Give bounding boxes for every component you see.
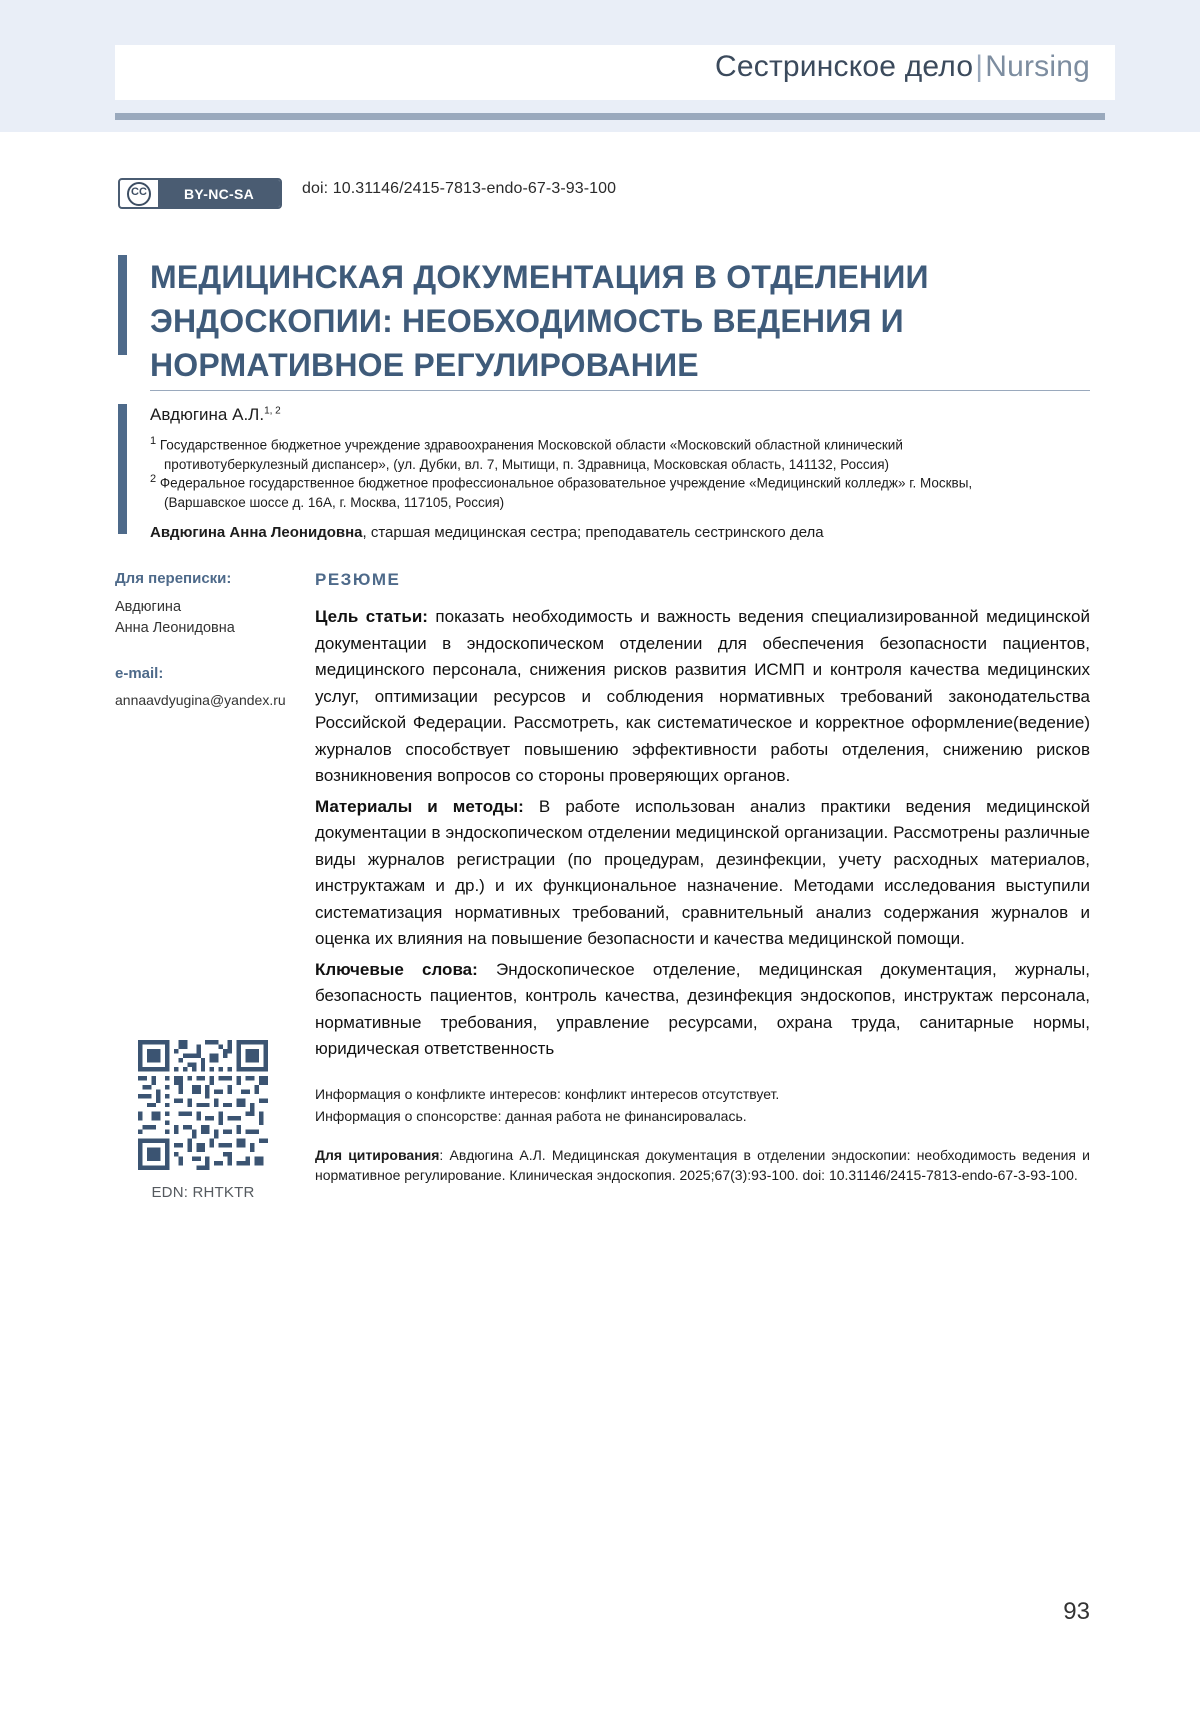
abstract-purpose-label: Цель статьи: (315, 607, 428, 626)
title-divider (150, 390, 1090, 391)
author-role (150, 524, 824, 541)
abstract-purpose-text: показать необходимость и важность ведения специализированной медицинской документации в эндоскопическом отделении для обеспечения безопасности пациентов, медицинского персонала, снижения рисков развития ИСМП и контроля качества медицинских услуг, оптимизации ресурсов и соблюдения нормативных требований законодательства Российской Федерации. Рассмотреть, как систематическое и корректное оформление(ведение) журналов способствует повышению эффективности работы отделения, снижению рисков возникновения вопросов со стороны проверяющих органов. (315, 607, 1090, 785)
affiliation-2-index: 2 (150, 473, 157, 485)
section-header-separator: | (975, 50, 984, 83)
abstract-keywords-label: Ключевые слова: (315, 959, 478, 979)
affiliation-2 (150, 470, 1090, 512)
citation-block (315, 1145, 1090, 1185)
abstract-methods (315, 794, 1090, 953)
correspondence-name-line2: Анна Леонидовна (115, 620, 235, 636)
author-accent-bar (118, 404, 127, 534)
abstract-notes (315, 1083, 1090, 1127)
author-role-description: , старшая медицинская сестра; преподаватель сестринского дела (362, 524, 824, 541)
abstract-methods-label: Материалы и методы: (315, 796, 524, 816)
affiliation-2-line1: Федеральное государственное бюджетное профессиональное образовательное учреждение «Медицинский колледж» г. Москвы, (159, 475, 973, 491)
section-header (715, 50, 1090, 84)
cc-icon (120, 180, 158, 207)
correspondence-block (115, 570, 295, 708)
header-rule (115, 113, 1105, 120)
author-name-text: Авдюгина А.Л. (150, 405, 265, 424)
qr-code-icon (138, 1040, 268, 1170)
sponsorship-note: Информация о спонсорстве: данная работа не финансировалась. (315, 1107, 747, 1124)
cc-icon-label: CC (127, 182, 151, 206)
citation-text: : Авдюгина А.Л. Медицинская документация в отделении эндоскопии: необходимость ведения и нормативное регулирование. Клиническая эндоскопия. 2025;67(3):93-100. doi: 10.31146/2415-7813-endo-67-3-93-100. (315, 1146, 1090, 1183)
page-title: МЕДИЦИНСКАЯ ДОКУМЕНТАЦИЯ В ОТДЕЛЕНИИ ЭНДОСКОПИИ: НЕОБХОДИМОСТЬ ВЕДЕНИЯ И НОРМАТИВНОЕ РЕГУЛИРОВАНИЕ (150, 259, 929, 383)
creative-commons-badge (118, 178, 282, 209)
section-header-en: Nursing (985, 50, 1090, 83)
correspondence-heading: Для переписки: (115, 570, 232, 587)
correspondence-name-line1: Авдюгина (115, 599, 182, 615)
affiliation-1-index: 1 (150, 435, 157, 447)
title-accent-bar (118, 255, 127, 355)
affiliation-2-line2: (Варшавское шоссе д. 16А, г. Москва, 117105, Россия) (164, 494, 505, 510)
cc-license-text: BY-NC-SA (158, 180, 280, 207)
edn-label: EDN: RHTKTR (151, 1184, 255, 1201)
conflict-of-interest-note: Информация о конфликте интересов: конфликт интересов отсутствует. (315, 1085, 780, 1102)
doi-text: doi: 10.31146/2415-7813-endo-67-3-93-100 (302, 180, 617, 197)
email-heading: e-mail: (115, 665, 164, 682)
abstract-block (315, 570, 1090, 1185)
affiliation-1-line1: Государственное бюджетное учреждение здравоохранения Московской области «Московский областной клинический (159, 437, 903, 453)
abstract-purpose (315, 604, 1090, 790)
abstract-methods-text: В работе использован анализ практики ведения медицинской документации в эндоскопическом отделении медицинской организации. Рассмотрены различные виды журналов регистрации (по процедурам, дезинфекции, учету расходных материалов, инструктажам и др.) и их функциональное назначение. Методами исследования выступили систематизация нормативных требований, сравнительный анализ содержания журналов и оценка их влияния на повышение безопасности и качества медицинской помощи. (315, 796, 1090, 948)
author-affiliation-marks: 1, 2 (264, 405, 281, 417)
affiliation-1-line2: противотуберкулезный диспансер», (ул. Дубки, вл. 7, Мытищи, п. Здравница, Московская область, 141132, Россия) (164, 456, 890, 472)
citation-label: Для цитирования (315, 1146, 440, 1163)
qr-code-block (138, 1040, 268, 1201)
author-role-name: Авдюгина Анна Леонидовна (150, 524, 363, 541)
affiliation-1 (150, 432, 1090, 474)
page-number: 93 (1063, 1598, 1090, 1625)
email-address[interactable]: annaavdyugina@yandex.ru (115, 692, 286, 708)
section-header-ru: Сестринское дело (715, 50, 974, 83)
abstract-keywords-text: Эндоскопическое отделение, медицинская документация, журналы, безопасность пациентов, контроль качества, дезинфекция эндоскопов, инструктаж персонала, нормативные требования, управление ресурсами, охрана труда, санитарные нормы, юридическая ответственность (315, 959, 1091, 1058)
author-name (150, 405, 281, 425)
abstract-heading: РЕЗЮМЕ (315, 570, 401, 589)
abstract-keywords (315, 957, 1090, 1063)
